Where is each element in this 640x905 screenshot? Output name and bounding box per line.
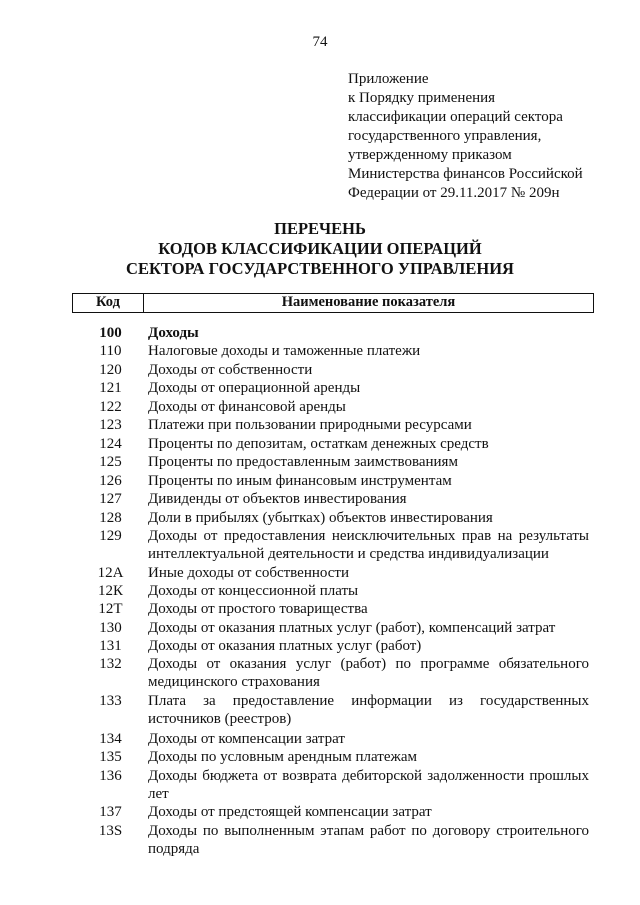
title-line: СЕКТОРА ГОСУДАРСТВЕННОГО УПРАВЛЕНИЯ [126, 259, 514, 278]
row-name: Доходы от финансовой аренды [148, 399, 346, 415]
appendix-line: Федерации от 29.11.2017 № 209н [348, 185, 560, 201]
row-name: Доходы от компенсации затрат [148, 731, 345, 747]
row-code: 128 [99, 510, 122, 526]
row-name: Платежи при пользовании природными ресурсами [148, 417, 472, 433]
row-code: 121 [99, 380, 122, 396]
row-name: Доходы от собственности [148, 362, 313, 378]
row-code: 13S [98, 823, 123, 839]
title-line: ПЕРЕЧЕНЬ [274, 219, 366, 238]
row-code: 132 [99, 656, 122, 672]
row-name: Доходы бюджета от возврата дебиторской задолженности прошлых лет [148, 768, 589, 802]
row-code: 12К [97, 583, 123, 599]
row-name: Доходы по условным арендным платежам [148, 749, 417, 765]
page-number: 74 [312, 34, 328, 50]
appendix-line: утвержденному приказом [348, 147, 512, 163]
row-code: 129 [99, 528, 122, 544]
appendix-line: государственного управления, [348, 128, 542, 144]
row-code: 127 [99, 491, 122, 507]
row-name: Иные доходы от собственности [148, 565, 349, 581]
row-name: Доходы от концессионной платы [148, 583, 359, 599]
header-code: Код [73, 294, 144, 312]
row-name: Дивиденды от объектов инвестирования [148, 491, 407, 507]
document-title [0, 219, 640, 279]
row-name: Доходы [148, 325, 199, 341]
row-name: Доходы от простого товарищества [148, 601, 368, 617]
row-code: 130 [99, 620, 122, 636]
row-name: Доходы от оказания платных услуг (работ) [148, 638, 422, 654]
row-name: Доходы от оказания услуг (работ) по программе обязательного медицинского страхования [148, 656, 589, 690]
row-name: Проценты по предоставленным заимствованиям [148, 454, 458, 470]
row-name: Доходы от оказания платных услуг (работ), компенсаций затрат [148, 620, 556, 636]
row-code: 137 [99, 804, 122, 820]
row-name: Налоговые доходы и таможенные платежи [148, 343, 421, 359]
row-code: 100 [99, 325, 122, 341]
header-name: Наименование показателя [281, 294, 456, 310]
row-code: 125 [99, 454, 122, 470]
table-header [72, 293, 594, 313]
title-line: КОДОВ КЛАССИФИКАЦИИ ОПЕРАЦИЙ [158, 239, 482, 258]
row-code: 136 [99, 768, 122, 784]
row-code: 12Т [98, 601, 123, 617]
row-code: 135 [99, 749, 122, 765]
appendix-line: классификации операций сектора [348, 109, 563, 125]
row-code: 134 [99, 731, 122, 747]
row-code: 110 [99, 343, 122, 359]
row-code: 126 [99, 473, 122, 489]
row-name: Доходы от предстоящей компенсации затрат [148, 804, 432, 820]
appendix-note [348, 70, 583, 203]
row-code: 123 [99, 417, 122, 433]
row-code: 124 [99, 436, 122, 452]
appendix-line: к Порядку применения [348, 90, 496, 106]
row-name: Доходы по выполненным этапам работ по договору строительного подряда [148, 823, 589, 857]
row-name: Доли в прибылях (убытках) объектов инвестирования [148, 510, 493, 526]
row-code: 120 [99, 362, 122, 378]
appendix-line: Приложение [348, 71, 429, 87]
row-code: 133 [99, 693, 122, 709]
appendix-line: Министерства финансов Российской [348, 166, 583, 182]
row-name: Доходы от операционной аренды [148, 380, 361, 396]
row-code: 122 [99, 399, 122, 415]
row-name: Доходы от предоставления неисключительных прав на результаты интеллектуальной деятельности и средства индивидуализации [148, 528, 589, 562]
row-code: 131 [99, 638, 122, 654]
row-name: Проценты по иным финансовым инструментам [148, 473, 452, 489]
row-name: Плата за предоставление информации из государственных источников (реестров) [148, 693, 589, 727]
row-code: 12А [97, 565, 124, 581]
row-name: Проценты по депозитам, остаткам денежных средств [148, 436, 489, 452]
